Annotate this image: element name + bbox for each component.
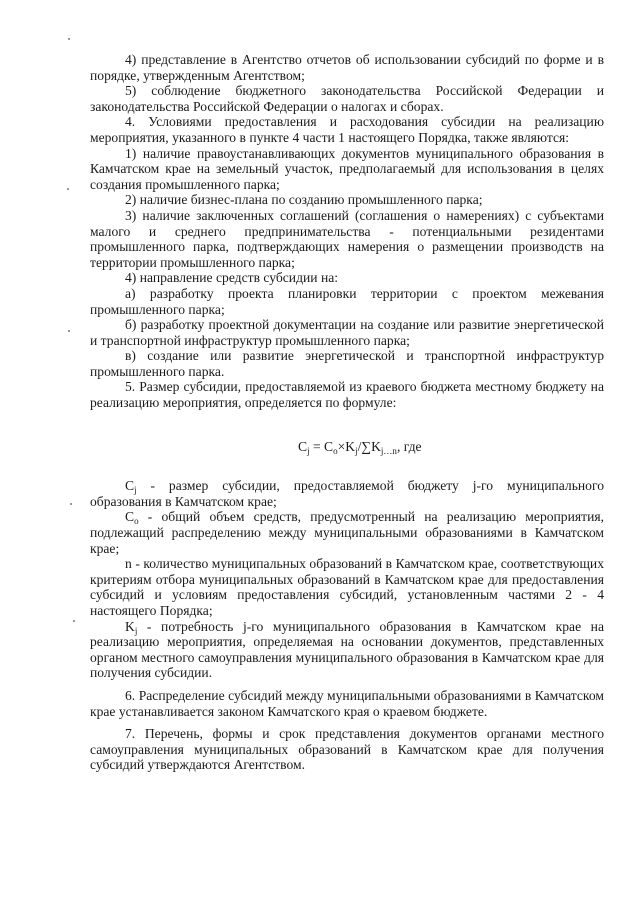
scan-speck	[68, 330, 70, 332]
paragraph: 5) соблюдение бюджетного законодательства Российской Федерации и законодательства Российской Федерации о налогах и сборах.	[90, 83, 604, 114]
definition: $C_o$ - общий объем средств, предусмотренный на реализацию мероприятия, подлежащий распределению между муниципальными образованиями в Камчатском крае;	[90, 509, 604, 556]
paragraph: 4) направление средств субсидии на:	[125, 270, 339, 286]
scan-speck	[68, 38, 70, 40]
paragraph: 1) наличие правоустанавливающих документов муниципального образования в Камчатском крае на земельный участок, предполагаемый для использования в целях создания промышленного парка;	[90, 145, 604, 192]
paragraph: в) создание или развитие энергетической и транспортной инфраструктур промышленного парка.	[90, 348, 604, 379]
paragraph: 3) наличие заключенных соглашений (соглашения о намерениях) с субъектами малого и среднего предпринимательства - потенциальными резидентами промышленного парка, подтверждающих намерения о размещении производств на территории промышленного парка;	[90, 207, 604, 270]
paragraph: 7. Перечень, формы и срок представления документов органами местного самоуправления муниципальных образований в Камчатском крае для получения субсидий утверждаются Агентством.	[90, 726, 604, 773]
paragraph: 2) наличие бизнес-плана по созданию промышленного парка;	[125, 192, 483, 208]
paragraph: 4. Условиями предоставления и расходования субсидии на реализацию мероприятия, указанного в пункте 4 части 1 настоящего Порядка, также являются:	[90, 114, 604, 145]
paragraph: б) разработку проектной документации на создание или развитие энергетической и транспортной инфраструктур промышленного парка;	[90, 317, 604, 348]
definition: n - количество муниципальных образований в Камчатском крае, соответствующих критериям отбора муниципальных образований в Камчатском крае для предоставления субсидий и условиям предоставления субсидий, установленным частями 2 - 4 настоящего Порядка;	[90, 556, 604, 618]
paragraph: 5. Размер субсидии, предоставляемой из краевого бюджета местному бюджету на реализацию мероприятия, определяется по формуле:	[90, 379, 604, 411]
document-body	[90, 52, 604, 773]
paragraph: а) разработку проекта планировки территории с проектом межевания промышленного парка;	[90, 285, 604, 317]
scan-speck	[73, 620, 75, 622]
scan-speck	[70, 503, 72, 505]
paragraph: 6. Распределение субсидий между муниципальными образованиями в Камчатском крае устанавливается законом Камчатского края о краевом бюджете.	[90, 687, 604, 719]
paragraph: 4) представление в Агентство отчетов об использовании субсидий по форме и в порядке, утвержденным Агентством;	[90, 52, 604, 83]
scan-speck	[67, 188, 69, 190]
subsidy-formula: $C_j = C_o\times K_j/\sum K_{j\dots n}$, где	[298, 438, 422, 456]
definition: $C_j$ - размер субсидии, предоставляемой бюджету j-го муниципального образования в Камчатском крае;	[90, 478, 604, 509]
definition: $K_j$ - потребность j-го муниципального образования в Камчатском крае на реализацию мероприятия, определяемая на основании документов, представленных органом местного самоуправления муниципального образования в Камчатском крае для получения субсидии.	[90, 618, 604, 681]
